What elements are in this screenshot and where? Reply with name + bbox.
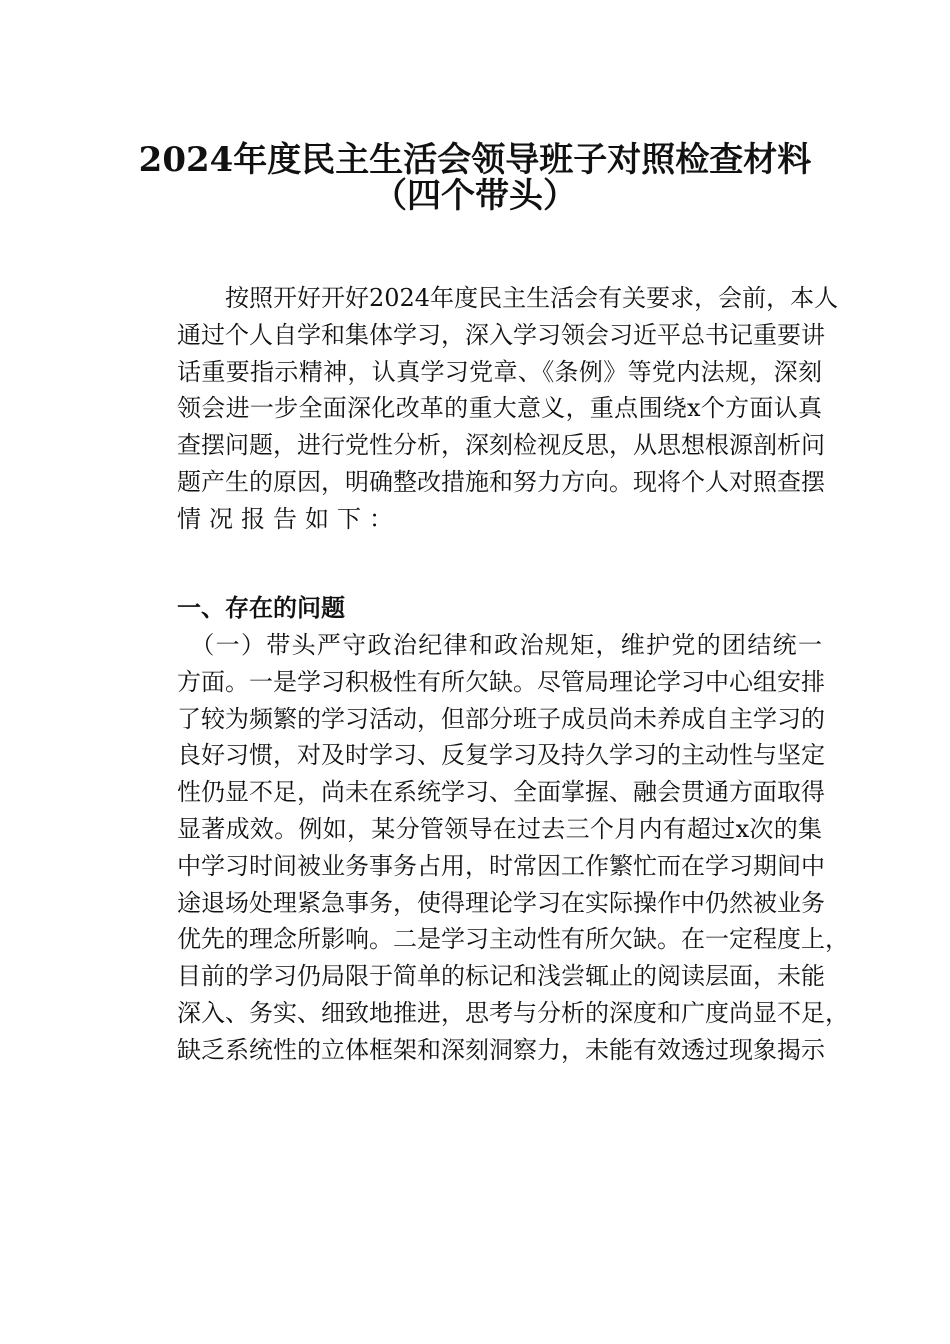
text-line: 性仍显不足，尚未在系统学习、全面掌握、融会贯通方面取得	[177, 778, 825, 807]
text-line: 按照开好开好2024年度民主生活会有关要求，会前，本人	[177, 284, 839, 312]
text-line: 领会进一步全面深化改革的重大意义，重点围绕x个方面认真	[177, 394, 822, 423]
document-subtitle: （四个带头）	[373, 176, 577, 216]
text-line: 查摆问题，进行党性分析，深刻检视反思，从思想根源剖析问	[177, 431, 825, 460]
text-line: 显著成效。例如，某分管领导在过去三个月内有超过x次的集	[177, 815, 822, 843]
text-line: 通过个人自学和集体学习，深入学习领会习近平总书记重要讲	[177, 320, 825, 349]
text-line: （一）带头严守政治纪律和政治规矩，维护党的团结统一	[177, 631, 822, 659]
text-line: 情况报告如下：	[177, 504, 401, 533]
text-line: 优先的理念所影响。二是学习主动性有所欠缺。在一定程度上，	[177, 925, 849, 954]
text-line: 目前的学习仍局限于简单的标记和浅尝辄止的阅读层面，未能	[177, 962, 825, 991]
text-line: 途退场处理紧急事务，使得理论学习在实际操作中仍然被业务	[177, 888, 825, 917]
text-line: 题产生的原因，明确整改措施和努力方向。现将个人对照查摆	[177, 468, 825, 496]
text-line: 良好习惯，对及时学习、反复学习及持久学习的主动性与坚定	[177, 741, 825, 770]
text-line: 了较为频繁的学习活动，但部分班子成员尚未养成自主学习的	[177, 704, 825, 733]
text-line: 中学习时间被业务事务占用，时常因工作繁忙而在学习期间中	[177, 851, 825, 880]
text-line: 方面。一是学习积极性有所欠缺。尽管局理论学习中心组安排	[177, 667, 825, 696]
text-line: 话重要指示精神，认真学习党章、《条例》等党内法规，深刻	[177, 357, 822, 386]
text-line: 缺乏系统性的立体框架和深刻洞察力，未能有效透过现象揭示	[177, 1035, 825, 1064]
document-title: 2024年度民主生活会领导班子对照检查材料	[138, 140, 812, 180]
text-line: 深入、务实、细致地推进，思考与分析的深度和广度尚显不足，	[177, 999, 849, 1027]
section-heading: 一、存在的问题	[177, 594, 345, 622]
